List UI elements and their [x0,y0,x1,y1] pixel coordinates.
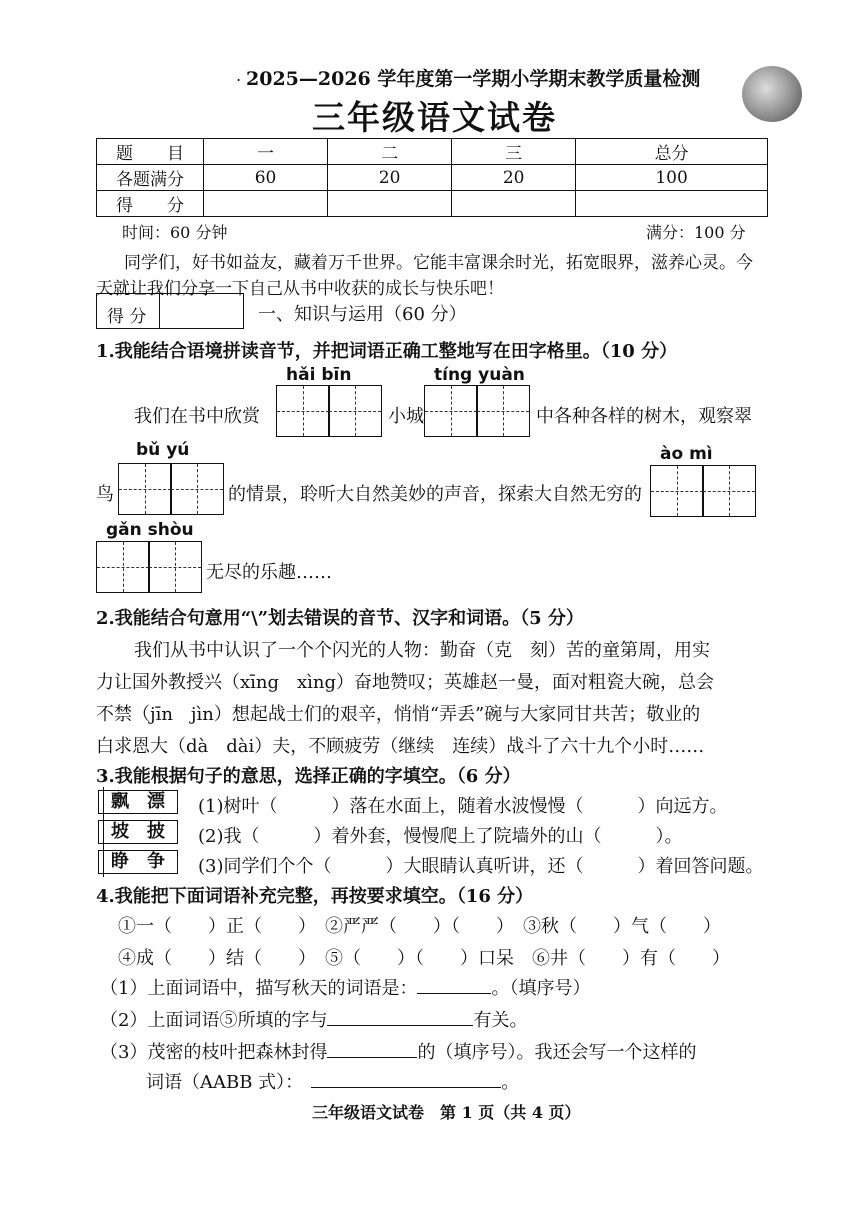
table-cell: 三 [452,139,576,165]
tianzige-box[interactable] [170,463,224,515]
q1-text-5: 的情景，聆听大自然美妙的声音，探索大自然无穷的 [228,484,642,505]
pinyin-haibin: hǎi bīn [286,365,352,385]
pinyin-buyu: bǔ yú [136,440,190,460]
q2-line-4: 白求恩大（dà dài）夫，不顾疲劳（继续 连续）战斗了六十九个小时…… [96,736,705,757]
q1-text-6: 无尽的乐趣…… [206,562,332,583]
table-cell: 20 [452,165,576,191]
exam-subtitle: 2025—2026 学年度第一学期小学期末教学质量检测 [246,68,701,90]
q4-sub-3-text: （3）茂密的枝叶把森林封得 [100,1042,328,1063]
page-footer: 三年级语文试卷 第 1 页（共 4 页） [312,1103,581,1122]
table-cell: 20 [328,165,452,191]
table-cell: 得 分 [97,191,204,217]
pinyin-tingyuan: tíng yuàn [434,365,525,385]
section-score-label: 得 分 [107,307,147,327]
q1-text-2: 小城 [388,406,424,427]
q4-row-2: ④成（ ）结（ ） ⑤（ ）（ ）口呆 ⑥井（ ）有（ ） [118,948,730,969]
q4-sub-1-tail: 。（填序号） [491,978,591,999]
table-cell: 题 目 [97,139,204,165]
tianzige-box[interactable] [424,385,478,437]
q1-text-3: 中各种各样的树木，观察翠 [536,406,752,427]
intro-line-2: 天就让我们分享一下自己从书中收获的成长与快乐吧！ [96,279,504,299]
q3-item-2: (2)我（ ）着外套，慢慢爬上了院墙外的山（ ）。 [198,826,683,847]
q3-choice-box: 坡 披 [98,820,178,844]
q2-title: 2.我能结合句意用“\”划去错误的音节、汉字和词语。（5 分） [96,608,584,629]
q4-sub-2 [100,1006,527,1032]
score-input-cell[interactable] [204,191,328,217]
table-cell: 一 [204,139,328,165]
answer-blank[interactable] [327,1007,473,1026]
page-number-stamp [742,66,802,122]
score-input-cell[interactable] [328,191,452,217]
q4-sub-3 [100,1038,696,1064]
tianzige-box[interactable] [476,385,530,437]
section-title: 一、知识与运用（60 分） [258,304,467,325]
q4-sub-1-text: （1）上面词语中，描写秋天的词语是： [100,978,418,999]
score-table-row-score [97,191,768,217]
q2-line-2: 力让国外教授兴（xīng xìng）奋地赞叹；英雄赵一曼，面对粗瓷大碗，总会 [96,672,715,693]
table-cell: 60 [204,165,328,191]
score-input-cell[interactable] [576,191,768,217]
table-cell: 二 [328,139,452,165]
q4-sub-2-text: （2）上面词语⑤所填的字与 [100,1010,328,1031]
q3-choice-box: 飘 漂 [98,790,178,814]
q2-line-3: 不禁（jīn jìn）想起战士们的艰辛，悄悄“弄丢”碗与大家同甘共苦；敬业的 [96,704,701,725]
tianzige-box[interactable] [702,465,756,517]
tianzige-box[interactable] [276,385,330,437]
score-table-row-header [97,139,768,165]
q1-title: 1.我能结合语境拼读音节，并把词语正确工整地写在田字格里。（10 分） [96,341,678,362]
pinyin-ganshou: gǎn shòu [106,520,194,540]
tianzige-box[interactable] [96,541,150,593]
tianzige-box[interactable] [328,385,382,437]
q1-text-4: 鸟 [96,484,114,505]
q2-line-1: 我们从书中认识了一个个闪光的人物：勤奋（克 刻）苦的童第周，用实 [134,640,710,661]
answer-blank[interactable] [311,1069,501,1088]
exam-full-score: 满分：100 分 [646,223,746,242]
answer-blank[interactable] [327,1039,417,1058]
intro-line-1: 同学们，好书如益友，藏着万千世界。它能丰富课余时光，拓宽眼界，滋养心灵。今 [124,253,753,273]
q4-sub-3-end: 。 [501,1072,520,1093]
section-score-box [96,293,244,329]
q3-item-1: (1)树叶（ ）落在水面上，随着水波慢慢（ ）向远方。 [198,796,728,817]
score-table-row-max [97,165,768,191]
score-input-cell[interactable] [452,191,576,217]
q4-sub-2-tail: 有关。 [473,1010,528,1031]
exam-time: 时间：60 分钟 [122,223,228,242]
answer-blank[interactable] [417,975,491,994]
header-mark: . [236,66,242,85]
q3-choice-box: 睁 争 [98,850,178,874]
tianzige-box[interactable] [118,463,172,515]
q4-title: 4.我能把下面词语补充完整，再按要求填空。（16 分） [96,886,534,907]
exam-title: 三年级语文试卷 [312,98,557,137]
q4-sub-1 [100,974,590,1000]
q4-sub-3-cont [146,1068,519,1094]
tianzige-box[interactable] [148,541,202,593]
q3-title: 3.我能根据句子的意思，选择正确的字填空。（6 分） [96,766,521,787]
q4-sub-3-label: 词语（AABB 式）： [146,1072,304,1093]
score-table [96,138,768,217]
q4-sub-3-tail: 的（填序号）。我还会写一个这样的 [417,1042,697,1063]
q3-item-3: (3)同学们个个（ ）大眼睛认真听讲，还（ ）着回答问题。 [198,856,764,877]
q1-text-1: 我们在书中欣赏 [134,406,260,427]
tianzige-box[interactable] [650,465,704,517]
table-cell: 100 [576,165,768,191]
table-cell: 各题满分 [97,165,204,191]
table-cell: 总分 [576,139,768,165]
pinyin-aomi: ào mì [660,444,713,464]
q4-row-1: ①一（ ）正（ ） ②严严（ ）（ ） ③秋（ ）气（ ） [118,916,721,937]
